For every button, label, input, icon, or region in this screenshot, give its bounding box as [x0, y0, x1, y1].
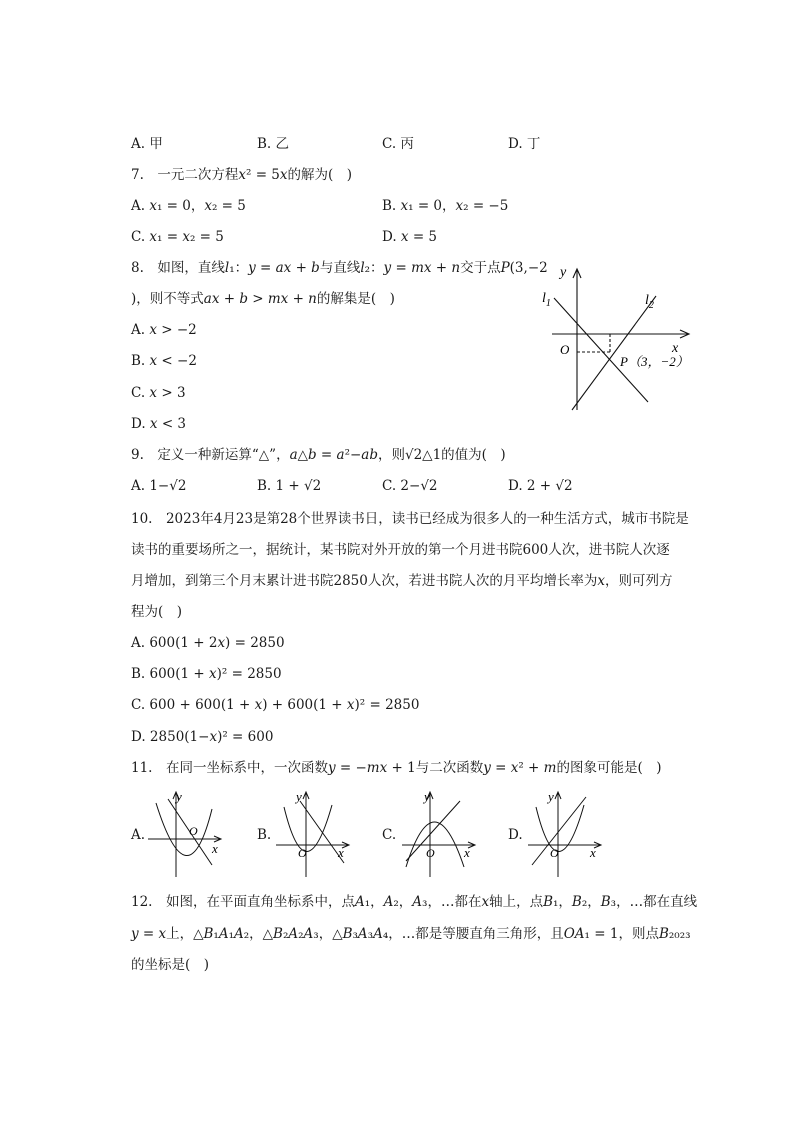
q7-option-b: B. 𝑥₁ = 0，𝑥₂ = −5 — [382, 198, 509, 214]
svg-text:O: O — [426, 846, 435, 860]
svg-text:x: x — [590, 845, 596, 860]
q7-option-a: A. 𝑥₁ = 0，𝑥₂ = 5 — [131, 198, 246, 214]
q8-figure — [530, 258, 700, 418]
q8-line-l2 — [572, 296, 656, 410]
q8-option-b: B. 𝑥 < −2 — [131, 353, 197, 369]
q11-option-a-label: A. — [131, 827, 146, 843]
q6-option-d: D. 丁 — [508, 136, 541, 152]
q12-stem-line1: 12. 如图，在平面直角坐标系中，点𝐴₁，𝐴₂，𝐴₃，…都在𝑥轴上，点𝐵₁，𝐵₂，𝐵₃，…都在直线 — [131, 894, 698, 910]
q8-stem-line2: )，则不等式𝑎𝑥 + 𝑏 > 𝑚𝑥 + 𝑛的解集是( ) — [131, 291, 395, 307]
q11-graph-d — [524, 787, 604, 879]
q9-option-c: C. 2−√2 — [382, 478, 438, 494]
q8-stem-line1: 8. 如图，直线𝑙₁：𝑦 = 𝑎𝑥 + 𝑏与直线𝑙₂：𝑦 = 𝑚𝑥 + 𝑛交于点𝑃(3,−2 — [131, 260, 548, 276]
svg-text:O: O — [298, 846, 307, 860]
q10-stem-line2: 读书的重要场所之一，据统计，某书院对外开放的第一个月进书院600人次，进书院人次逐 — [131, 542, 670, 558]
q12-stem-line2: 𝑦 = 𝑥上，△𝐵₁𝐴₁𝐴₂，△𝐵₂𝐴₂𝐴₃，△𝐵₃𝐴₃𝐴₄，…都是等腰直角三角形，且𝑂𝐴₁ = 1，则点𝐵₂₀₂₃ — [131, 926, 691, 942]
q8-l2-label: $l_2$ — [645, 293, 654, 311]
svg-text:x: x — [212, 841, 218, 856]
q10-option-d: D. 2850(1−𝑥)² = 600 — [131, 729, 274, 745]
svg-text:x: x — [338, 845, 344, 860]
q10-stem-line4: 程为( ) — [131, 604, 183, 620]
svg-text:O: O — [189, 824, 198, 838]
q11-graph-a — [146, 787, 226, 879]
q10-option-b: B. 600(1 + 𝑥)² = 2850 — [131, 666, 282, 682]
q11-option-d-label: D. — [508, 827, 523, 843]
q8-origin-label: O — [560, 342, 570, 357]
svg-text:y: y — [548, 789, 554, 804]
q8-l1-label: $l_1$ — [542, 291, 551, 309]
q9-option-b: B. 1 + √2 — [257, 478, 322, 494]
q10-option-a: A. 600(1 + 2𝑥) = 2850 — [131, 635, 285, 651]
q9-option-d: D. 2 + √2 — [508, 478, 573, 494]
q7-option-d: D. 𝑥 = 5 — [382, 229, 438, 245]
q8-option-c: C. 𝑥 > 3 — [131, 385, 186, 401]
q12-stem-line3: 的坐标是( ) — [131, 957, 210, 973]
q6-option-b: B. 乙 — [257, 136, 290, 152]
q8-option-a: A. 𝑥 > −2 — [131, 322, 197, 338]
q7-stem: 7. 一元二次方程𝑥² = 5𝑥的解为( ) — [131, 167, 353, 183]
q7-option-c: C. 𝑥₁ = 𝑥₂ = 5 — [131, 229, 224, 245]
q11-option-b-label: B. — [257, 827, 272, 843]
svg-text:O: O — [550, 846, 559, 860]
q6-option-c: C. 丙 — [382, 136, 414, 152]
svg-text:y: y — [424, 789, 430, 804]
q10-stem-line1: 10. 2023年4月23是第28个世界读书日，读书已经成为很多人的一种生活方式，城市书院是 — [131, 511, 689, 527]
q10-stem-line3: 月增加，到第三个月末累计进书院2850人次，若进书院人次的月平均增长率为𝑥，则可列方 — [131, 573, 673, 589]
q8-point-label: P（3，−2） — [620, 354, 689, 369]
q11-graph-c — [398, 787, 478, 879]
q11-graph-b — [272, 787, 352, 879]
q9-option-a: A. 1−√2 — [131, 478, 187, 494]
q9-stem: 9. 定义一种新运算“△”，𝑎△𝑏 = 𝑎²−𝑎𝑏，则√2△1的值为( ) — [131, 447, 506, 463]
q11-option-c-label: C. — [382, 827, 397, 843]
svg-text:y: y — [296, 789, 302, 804]
q8-option-d: D. 𝑥 < 3 — [131, 416, 187, 432]
q8-x-label: x — [672, 341, 679, 356]
svg-text:x: x — [464, 845, 470, 860]
q8-y-label: y — [560, 265, 567, 280]
q10-option-c: C. 600 + 600(1 + 𝑥) + 600(1 + 𝑥)² = 2850 — [131, 697, 420, 713]
q11-stem: 11. 在同一坐标系中，一次函数𝑦 = −𝑚𝑥 + 1与二次函数𝑦 = 𝑥² + 𝑚的图象可能是( ) — [131, 760, 662, 776]
svg-text:y: y — [176, 789, 182, 804]
q6-option-a: A. 甲 — [131, 136, 163, 152]
